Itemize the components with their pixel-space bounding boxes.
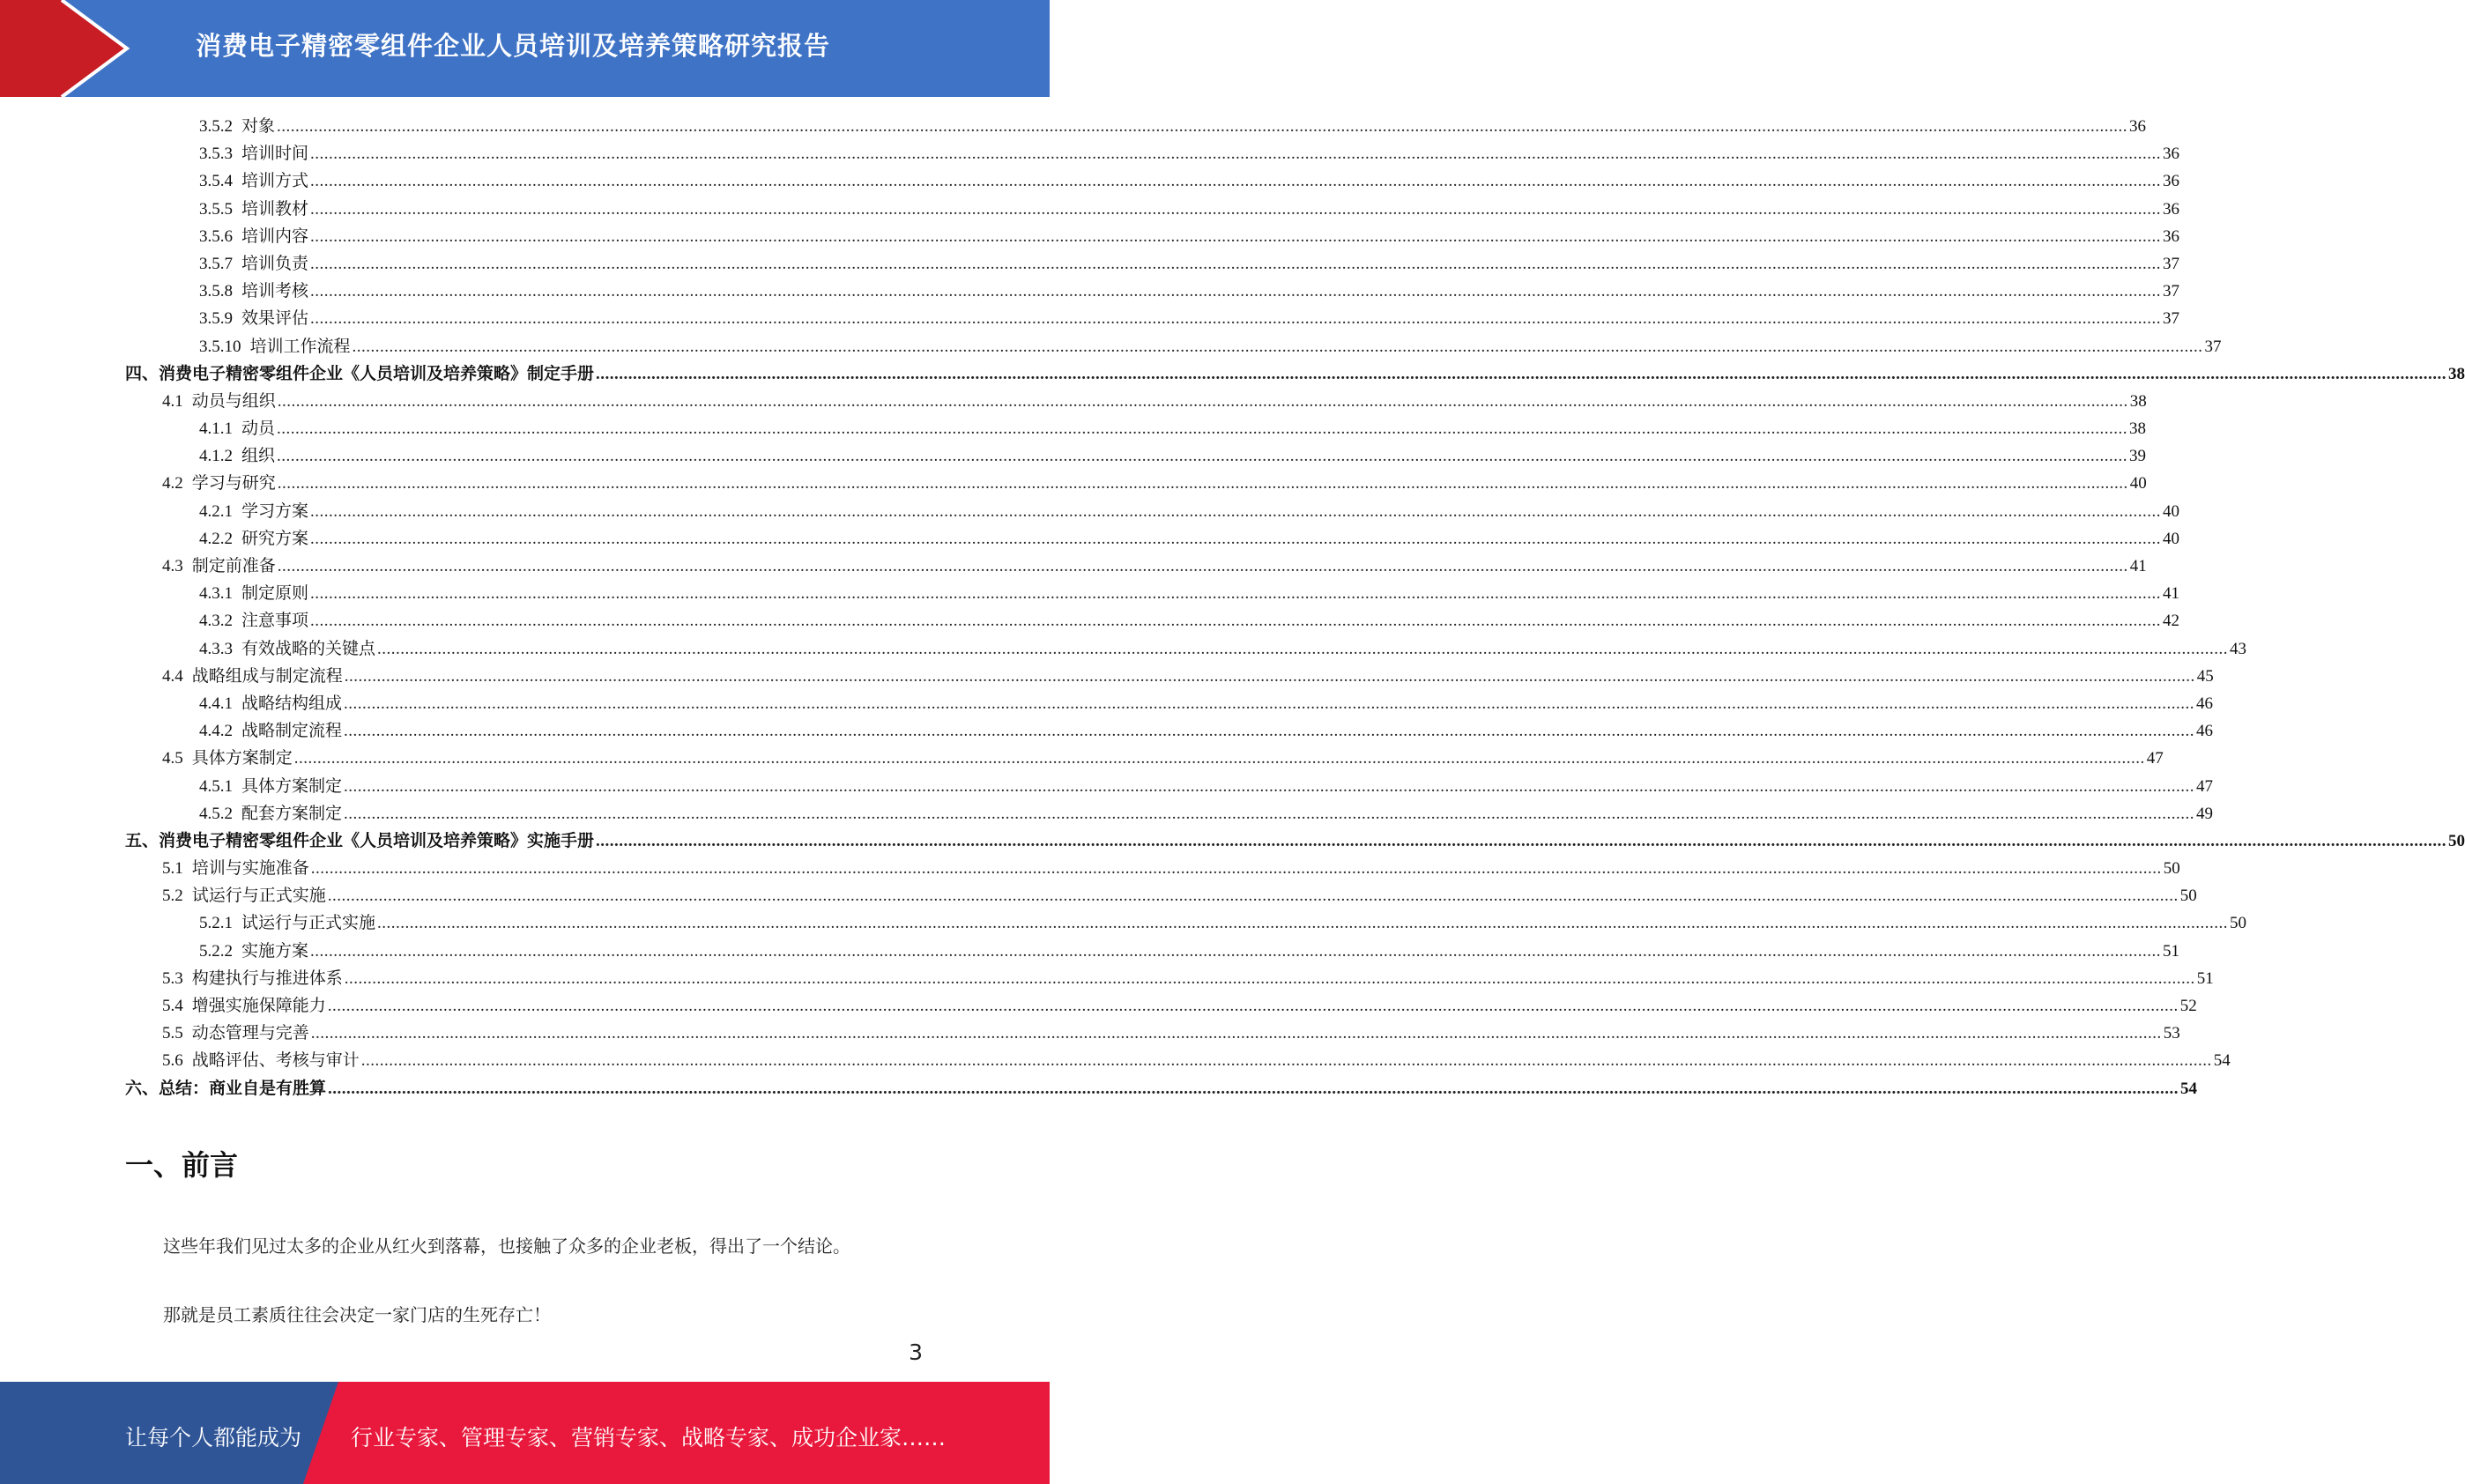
toc-entry-title: 总结：商业自是有胜算: [159, 1079, 327, 1098]
toc-entry-title: 试运行与正式实施: [241, 914, 376, 933]
toc-entry-number: 4.4: [162, 666, 183, 686]
toc-entry-number: 4.5: [162, 749, 183, 768]
toc-dot-leader: ................................................................................................................................................................................................................................................................................................................................................................................................................: [377, 914, 2229, 933]
toc-entry-title: 配套方案制定: [241, 804, 343, 823]
toc-entry[interactable]: [125, 442, 2147, 470]
toc-entry-title: 战略结构组成: [241, 694, 343, 713]
toc-entry-page: 38: [2129, 419, 2147, 439]
toc-entry-number: 5.4: [162, 997, 183, 1015]
paragraph: 那就是员工素质往往会决定一家门店的生死存亡！: [163, 1306, 551, 1325]
toc-entry[interactable]: [125, 278, 2180, 305]
toc-entry-number: 3.5.2: [199, 117, 233, 136]
toc-entry-title: 组织: [241, 447, 276, 466]
toc-entry-number: 3.5.9: [199, 309, 233, 329]
toc-entry[interactable]: [125, 580, 2180, 607]
toc-entry-number: 3.5.7: [199, 254, 233, 273]
section-heading: 一、前言: [125, 1148, 239, 1182]
toc-entry-page: 53: [2163, 1024, 2180, 1043]
toc-dot-leader: ................................................................................................................................................................................................................................................................................................................................................................................................................: [327, 997, 2179, 1015]
toc-entry-title: 动员与组织: [191, 391, 276, 411]
toc-entry-number: 5.6: [162, 1051, 183, 1071]
toc-entry-title: 增强实施保障能力: [191, 997, 326, 1015]
toc-entry[interactable]: [125, 965, 2214, 992]
toc-entry-title: 注意事项: [241, 612, 309, 631]
toc-entry-page: 38: [2129, 391, 2147, 411]
toc-entry-number: 4.2.2: [199, 529, 233, 548]
toc-entry[interactable]: [125, 167, 2180, 195]
toc-entry[interactable]: [125, 196, 2180, 223]
toc-dot-leader: ................................................................................................................................................................................................................................................................................................................................................................................................................: [344, 666, 2195, 686]
toc-dot-leader: ................................................................................................................................................................................................................................................................................................................................................................................................................: [310, 226, 2162, 246]
toc-entry[interactable]: [125, 498, 2180, 525]
toc-entry[interactable]: [125, 800, 2214, 827]
toc-entry-number: 3.5.10: [199, 337, 241, 356]
paragraph: 这些年我们见过太多的企业从红火到落幕，也接触了众多的企业老板，得出了一个结论。: [163, 1237, 850, 1257]
toc-entry-page: 40: [2129, 474, 2147, 493]
toc-entry[interactable]: [125, 553, 2147, 580]
toc-entry-number: 5.3: [162, 968, 183, 988]
toc-entry-title: 培训工作流程: [249, 337, 351, 356]
toc-entry-page: 46: [2196, 722, 2214, 741]
toc-entry[interactable]: [125, 1047, 2231, 1074]
toc-dot-leader: ................................................................................................................................................................................................................................................................................................................................................................................................................: [377, 639, 2229, 658]
toc-dot-leader: ................................................................................................................................................................................................................................................................................................................................................................................................................: [344, 776, 2195, 796]
toc-dot-leader: ................................................................................................................................................................................................................................................................................................................................................................................................................: [310, 1024, 2162, 1043]
toc-entry-page: 37: [2163, 309, 2180, 329]
toc-dot-leader: ................................................................................................................................................................................................................................................................................................................................................................................................................: [596, 831, 2447, 850]
toc-entry-page: 52: [2179, 997, 2197, 1015]
toc-entry-page: 36: [2163, 199, 2180, 219]
toc-entry-number: 5.2.2: [199, 941, 233, 961]
toc-entry-title: 培训与实施准备: [191, 859, 309, 879]
toc-entry-title: 培训考核: [241, 282, 309, 301]
toc-dot-leader: ................................................................................................................................................................................................................................................................................................................................................................................................................: [310, 584, 2162, 604]
toc-entry-page: 42: [2163, 612, 2180, 631]
toc-entry-number: 4.3.3: [199, 639, 233, 658]
toc-entry-title: 战略制定流程: [241, 722, 343, 741]
toc-entry-number: 4.4.1: [199, 694, 233, 713]
toc-entry[interactable]: [125, 663, 2214, 690]
toc-entry-page: 51: [2196, 968, 2214, 988]
toc-entry-page: 39: [2129, 447, 2147, 466]
toc-entry[interactable]: [125, 333, 2222, 360]
toc-entry-page: 40: [2163, 501, 2180, 521]
toc-dot-leader: ................................................................................................................................................................................................................................................................................................................................................................................................................: [344, 804, 2195, 823]
toc-entry-number: 4.3.2: [199, 612, 233, 631]
toc-entry-title: 培训教材: [241, 199, 309, 219]
toc-entry[interactable]: [125, 305, 2180, 332]
toc-entry-page: 36: [2163, 226, 2180, 246]
toc-entry-title: 消费电子精密零组件企业《人员培训及培养策略》制定手册: [159, 364, 595, 383]
toc-dot-leader: ................................................................................................................................................................................................................................................................................................................................................................................................................: [277, 474, 2128, 493]
toc-entry-page: 50: [2179, 887, 2197, 906]
footer-slogan-right: 行业专家、管理专家、营销专家、战略专家、成功企业家……: [351, 1425, 947, 1451]
toc-entry-title: 动态管理与完善: [191, 1024, 309, 1043]
toc-entry[interactable]: [125, 745, 2164, 772]
toc-entry[interactable]: [125, 992, 2197, 1020]
toc-entry-number: 5.2.1: [199, 914, 233, 933]
toc-entry-title: 构建执行与推进体系: [191, 968, 343, 988]
toc-entry-number: 4.1: [162, 391, 183, 411]
toc-entry[interactable]: [125, 607, 2180, 634]
toc-entry-title: 具体方案制定: [241, 776, 343, 796]
toc-entry-page: 36: [2163, 145, 2180, 164]
toc-entry-number: 4.1.1: [199, 419, 233, 439]
footer-slogan-left: 让每个人都能成为: [125, 1425, 302, 1451]
page-footer: [0, 1382, 1050, 1484]
toc-entry-title: 动员: [241, 419, 276, 439]
document-title: 消费电子精密零组件企业人员培训及培养策略研究报告: [196, 31, 831, 61]
toc-entry[interactable]: [125, 635, 2247, 663]
toc-entry-page: 50: [2448, 831, 2465, 850]
toc-dot-leader: ................................................................................................................................................................................................................................................................................................................................................................................................................: [310, 145, 2162, 164]
toc-entry-number: 5.2: [162, 887, 183, 906]
toc-entry[interactable]: [125, 470, 2147, 497]
toc-entry-number: 4.2.1: [199, 501, 233, 521]
toc-entry-number: 四、: [125, 364, 160, 383]
toc-entry[interactable]: [125, 938, 2180, 965]
toc-dot-leader: ................................................................................................................................................................................................................................................................................................................................................................................................................: [310, 941, 2162, 961]
toc-entry-page: 50: [2163, 859, 2180, 879]
toc-dot-leader: ................................................................................................................................................................................................................................................................................................................................................................................................................: [344, 968, 2195, 988]
toc-entry-page: 37: [2204, 337, 2222, 356]
toc-dot-leader: ................................................................................................................................................................................................................................................................................................................................................................................................................: [310, 859, 2162, 879]
toc-entry[interactable]: [125, 717, 2214, 745]
page-number: 3: [909, 1339, 923, 1365]
toc-dot-leader: ................................................................................................................................................................................................................................................................................................................................................................................................................: [277, 419, 2128, 439]
toc-dot-leader: ................................................................................................................................................................................................................................................................................................................................................................................................................: [310, 309, 2162, 329]
toc-entry[interactable]: [125, 909, 2247, 937]
toc-entry[interactable]: [125, 223, 2180, 250]
toc-dot-leader: ................................................................................................................................................................................................................................................................................................................................................................................................................: [310, 172, 2162, 191]
toc-entry-title: 研究方案: [241, 529, 309, 548]
toc-dot-leader: ................................................................................................................................................................................................................................................................................................................................................................................................................: [344, 694, 2195, 713]
toc-entry-page: 40: [2163, 529, 2180, 548]
toc-entry-title: 对象: [241, 117, 276, 136]
toc-entry-number: 4.3: [162, 557, 183, 575]
toc-entry-page: 54: [2213, 1051, 2231, 1071]
toc-dot-leader: ................................................................................................................................................................................................................................................................................................................................................................................................................: [277, 447, 2128, 466]
toc-entry-title: 培训负责: [241, 254, 309, 273]
toc-entry-page: 47: [2146, 749, 2164, 768]
toc-dot-leader: ................................................................................................................................................................................................................................................................................................................................................................................................................: [277, 117, 2128, 136]
toc-entry-title: 试运行与正式实施: [191, 887, 326, 906]
toc-dot-leader: ................................................................................................................................................................................................................................................................................................................................................................................................................: [293, 749, 2145, 768]
toc-entry-page: 37: [2163, 254, 2180, 273]
toc-entry[interactable]: [125, 388, 2147, 415]
toc-entry-title: 效果评估: [241, 309, 309, 329]
toc-entry-number: 3.5.3: [199, 145, 233, 164]
toc-dot-leader: ................................................................................................................................................................................................................................................................................................................................................................................................................: [344, 722, 2195, 741]
toc-entry-page: 41: [2163, 584, 2180, 604]
toc-entry[interactable]: [125, 855, 2180, 882]
toc-dot-leader: ................................................................................................................................................................................................................................................................................................................................................................................................................: [277, 391, 2128, 411]
toc-entry-page: 54: [2180, 1079, 2198, 1098]
toc-entry-title: 具体方案制定: [191, 749, 293, 768]
toc-entry-page: 50: [2230, 914, 2247, 933]
toc-entry-page: 37: [2163, 282, 2180, 301]
toc-entry-number: 4.3.1: [199, 584, 233, 604]
toc-entry-title: 培训方式: [241, 172, 309, 191]
toc-entry[interactable]: [125, 690, 2214, 717]
toc-entry-number: 六、: [125, 1079, 160, 1098]
page-header: [0, 0, 1050, 97]
toc-dot-leader: ................................................................................................................................................................................................................................................................................................................................................................................................................: [596, 364, 2447, 383]
toc-entry-title: 学习方案: [241, 501, 309, 521]
toc-entry-page: 45: [2196, 666, 2214, 686]
table-of-contents: [125, 113, 2465, 1102]
toc-dot-leader: ................................................................................................................................................................................................................................................................................................................................................................................................................: [310, 199, 2162, 219]
toc-entry-number: 4.2: [162, 474, 183, 493]
toc-dot-leader: ................................................................................................................................................................................................................................................................................................................................................................................................................: [327, 887, 2179, 906]
toc-entry-number: 4.5.1: [199, 776, 233, 796]
toc-entry-number: 4.1.2: [199, 447, 233, 466]
toc-entry-number: 5.1: [162, 859, 183, 879]
toc-entry-title: 培训时间: [241, 145, 309, 164]
toc-entry-page: 47: [2196, 776, 2214, 796]
toc-entry-page: 43: [2230, 639, 2247, 658]
toc-entry[interactable]: [125, 113, 2147, 140]
toc-entry-page: 46: [2196, 694, 2214, 713]
toc-dot-leader: ................................................................................................................................................................................................................................................................................................................................................................................................................: [352, 337, 2203, 356]
toc-dot-leader: ................................................................................................................................................................................................................................................................................................................................................................................................................: [310, 254, 2162, 273]
toc-entry-title: 学习与研究: [191, 474, 276, 493]
toc-entry-page: 51: [2163, 941, 2180, 961]
toc-entry[interactable]: [125, 827, 2465, 855]
toc-entry-number: 3.5.8: [199, 282, 233, 301]
toc-entry[interactable]: [125, 882, 2197, 909]
toc-entry[interactable]: [125, 140, 2180, 167]
toc-entry-number: 3.5.5: [199, 199, 233, 219]
toc-entry-number: 五、: [125, 831, 160, 850]
toc-entry[interactable]: [125, 250, 2180, 278]
toc-dot-leader: ................................................................................................................................................................................................................................................................................................................................................................................................................: [310, 501, 2162, 521]
toc-dot-leader: ................................................................................................................................................................................................................................................................................................................................................................................................................: [277, 557, 2128, 575]
toc-dot-leader: ................................................................................................................................................................................................................................................................................................................................................................................................................: [328, 1079, 2179, 1098]
toc-entry-title: 实施方案: [241, 941, 309, 961]
toc-entry-title: 制定原则: [241, 584, 309, 604]
toc-entry-title: 培训内容: [241, 226, 309, 246]
toc-entry-title: 战略评估、考核与审计: [191, 1051, 360, 1071]
toc-dot-leader: ................................................................................................................................................................................................................................................................................................................................................................................................................: [310, 529, 2162, 548]
toc-dot-leader: ................................................................................................................................................................................................................................................................................................................................................................................................................: [310, 612, 2162, 631]
toc-entry-number: 4.5.2: [199, 804, 233, 823]
toc-entry-number: 3.5.4: [199, 172, 233, 191]
toc-entry[interactable]: [125, 525, 2180, 553]
toc-dot-leader: ................................................................................................................................................................................................................................................................................................................................................................................................................: [360, 1051, 2212, 1071]
toc-entry[interactable]: [125, 415, 2147, 442]
toc-entry-title: 制定前准备: [191, 557, 276, 575]
toc-entry-number: 4.4.2: [199, 722, 233, 741]
toc-entry-page: 41: [2129, 557, 2147, 575]
toc-entry[interactable]: [125, 1075, 2198, 1102]
toc-entry-page: 49: [2196, 804, 2214, 823]
toc-entry-page: 38: [2448, 364, 2465, 383]
toc-entry-page: 36: [2163, 172, 2180, 191]
toc-entry-title: 战略组成与制定流程: [191, 666, 343, 686]
toc-entry[interactable]: [125, 773, 2214, 800]
toc-entry-title: 消费电子精密零组件企业《人员培训及培养策略》实施手册: [159, 831, 595, 850]
toc-entry[interactable]: [125, 1020, 2180, 1047]
toc-entry[interactable]: [125, 360, 2465, 388]
toc-entry-page: 36: [2129, 117, 2147, 136]
toc-dot-leader: ................................................................................................................................................................................................................................................................................................................................................................................................................: [310, 282, 2162, 301]
toc-entry-number: 3.5.6: [199, 226, 233, 246]
toc-entry-title: 有效战略的关键点: [241, 639, 376, 658]
toc-entry-number: 5.5: [162, 1024, 183, 1043]
